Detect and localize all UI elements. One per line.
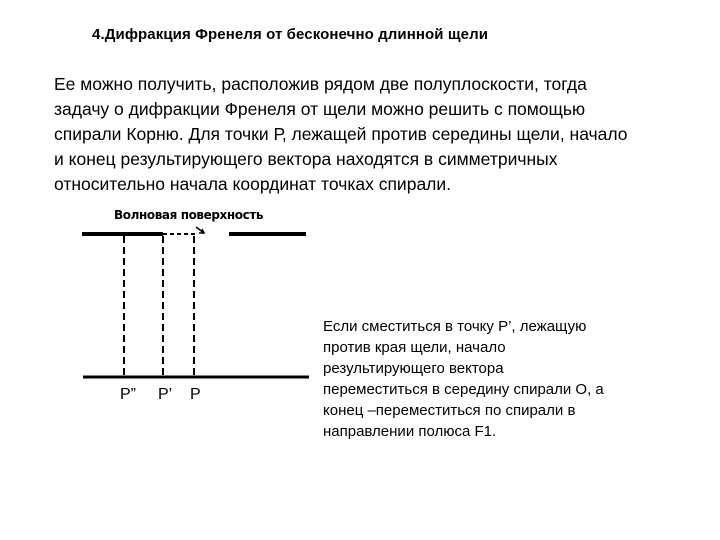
- side-line: направлении полюса F1.: [323, 423, 497, 440]
- paragraph-line: спирали Корню. Для точки Р, лежащей против середины щели, начало: [54, 124, 628, 144]
- side-line: против края щели, начало: [323, 339, 506, 356]
- slit-diagram: [80, 200, 320, 420]
- side-line: конец –переместиться по спирали в: [323, 402, 576, 419]
- paragraph-line: относительно начала координат точках спирали.: [54, 174, 452, 194]
- paragraph-line: и конец результирующего вектора находятся в симметричных: [54, 149, 558, 169]
- side-line: результирующего вектора: [323, 360, 504, 377]
- wave-surface-label: Волновая поверхность: [114, 208, 264, 222]
- side-line: Если сместиться в точку Р’, лежащую: [323, 318, 587, 335]
- main-paragraph: [54, 72, 628, 197]
- point-label-p-double-prime: P”: [120, 386, 136, 403]
- paragraph-line: задачу о дифракции Френеля от щели можно решить с помощью: [54, 99, 586, 119]
- point-label-p: P: [190, 386, 201, 403]
- slide-title: 4.Дифракция Френеля от бесконечно длинной щели: [92, 26, 489, 43]
- side-paragraph: [323, 316, 604, 442]
- side-line: переместиться в середину спирали О, а: [323, 381, 604, 398]
- paragraph-line: Ее можно получить, расположив рядом две полуплоскости, тогда: [54, 74, 587, 94]
- point-label-p-prime: P’: [158, 386, 173, 403]
